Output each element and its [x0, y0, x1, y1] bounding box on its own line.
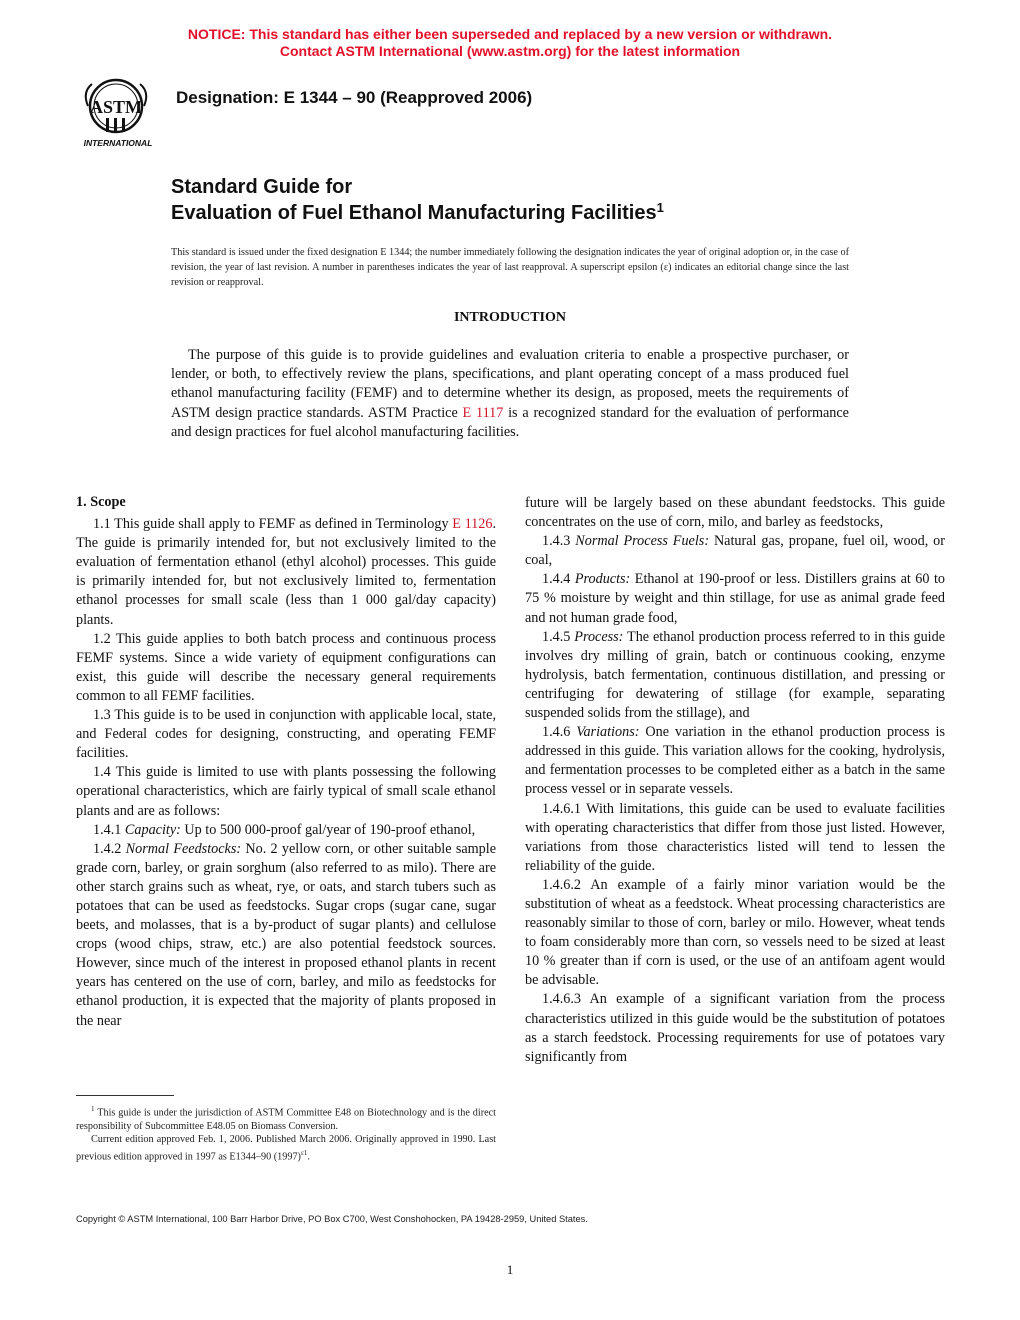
text-1-4-3: Natural gas, propane, fuel oil, wood, or coal, [525, 533, 945, 569]
section-1-4-5 [525, 628, 945, 723]
num-1-4-3: 1.4.3 [542, 533, 576, 550]
num-1-4-1: 1.4.1 [93, 821, 125, 838]
num-1-4-4: 1.4.4 [542, 571, 575, 588]
footnote-1-text: This guide is under the jurisdiction of ASTM Committee E48 on Biotechnology and is the direct responsibility of Subcommittee E48.05 on Biomass Conversion. [76, 1107, 496, 1132]
notice-line-1: NOTICE: This standard has either been superseded and replaced by a new version or withdrawn. [187, 26, 833, 42]
num-1-4-6: 1.4.6 [542, 724, 577, 741]
scope-heading: 1. Scope [76, 494, 126, 510]
section-1-3: 1.3 This guide is to be used in conjunction with applicable local, state, and Federal codes for designing, constructing, and operating FEMF facilities. [76, 707, 496, 762]
footnotes [76, 1103, 496, 1164]
title-line-2 [171, 200, 664, 226]
left-column [76, 493, 496, 1031]
text-1-4-5: The ethanol production process referred to in this guide involves dry milling of grain, batch or continuous cooking, enzyme hydrolysis, batch fermentation, continuous distillation, and pressing or centrifuging for dewatering of stillage (for example, separating suspended solids from the stillage), and [525, 628, 945, 722]
preamble: This standard is issued under the fixed designation E 1344; the number immediately following the designation indicates the year of original adoption or, in the case of revision, the year of last revision. A number in parentheses indicates the year of last reapproval. A superscript epsilon (ε) indicates an editorial change since the last revision or reapproval. [171, 247, 849, 288]
section-1-4-6-1: 1.4.6.1 With limitations, this guide can be used to evaluate facilities with operating characteristics that differ from those just listed. However, variations from those characteristics listed will tend to lessen the reliability of the guide. [525, 800, 945, 874]
num-1-4-5: 1.4.5 [542, 628, 575, 645]
text-1-4-4: Ethanol at 190-proof or less. Distillers grains at 60 to 75 % moisture by weight and thin stillage, for use as animal grade feed and not human grade food, [525, 571, 945, 626]
section-1-1-text-b: . The guide is primarily intended for, but not exclusively limited to the evaluation of fermentation ethanol (ethyl alcohol) processes. This guide is primarily intended for, but not exclusively limited to, fermentation ethanol processes for small scale (less than 1 000 gal/day capacity) plants. [76, 516, 497, 628]
link-e1117[interactable]: E 1117 [462, 404, 504, 421]
footnote-2 [76, 1133, 496, 1163]
section-1-4-6-3: 1.4.6.3 An example of a significant variation from the process characteristics utilized in this guide would be the substitution of potatoes as a starch feedstock. Processing requirements for use of potatoes vary significantly from [525, 991, 945, 1065]
section-1-1 [76, 515, 496, 630]
intro-text-1: The purpose of this guide is to provide guidelines and evaluation criteria to enable a prospective purchaser, or lender, or both, to effectively review the plans, specifications, and plant operating concept of a mass produced fuel ethanol manufacturing facility (FEMF) and to determine whether its design, as proposed, meets the requirements of ASTM design practice standards. ASTM Practice [171, 347, 849, 421]
notice-banner [0, 26, 1020, 60]
footnote-2-end: . [307, 1151, 310, 1163]
notice-line-2: Contact ASTM International (www.astm.org) for the latest information [279, 43, 741, 59]
section-1-4-6 [525, 723, 945, 799]
label-process-fuels: Normal Process Fuels: [575, 533, 710, 550]
section-1-4-2-continued: future will be largely based on these abundant feedstocks. This guide concentrates on the use of corn, milo, and barley as feedstocks, [525, 495, 945, 531]
num-1-4-2: 1.4.2 [93, 840, 126, 857]
footnote-1 [76, 1103, 496, 1133]
label-capacity: Capacity: [124, 821, 181, 838]
text-1-4-1: Up to 500 000-proof gal/year of 190-proof ethanol, [180, 821, 476, 838]
copyright-notice: Copyright © ASTM International, 100 Barr Harbor Drive, PO Box C700, West Conshohocken, PA 19428-2959, United States. [76, 1214, 588, 1224]
title-text: Evaluation of Fuel Ethanol Manufacturing Facilities [171, 202, 657, 224]
section-1-4-3 [525, 532, 945, 570]
label-products: Products: [574, 571, 631, 588]
section-1-4-6-2: 1.4.6.2 An example of a fairly minor variation would be the substitution of wheat as a feedstock. Wheat processing characteristics are reasonably similar to those of corn, barley or milo. However, wheat tends to foam considerably more than corn, so vessels need to be sized at least 10 % greater than if corn is used, or the use of an antifoam agent would be advisable. [525, 876, 945, 989]
title-footnote-mark: 1 [656, 200, 664, 215]
introduction-heading: INTRODUCTION [453, 310, 566, 325]
section-1-1-text-a: 1.1 This guide shall apply to FEMF as defined in Terminology [93, 516, 453, 533]
logo-subtext: INTERNATIONAL [83, 138, 153, 148]
label-process: Process: [574, 628, 624, 645]
title-line-1: Standard Guide for [171, 176, 353, 198]
logo-text: ASTM [89, 97, 143, 117]
footnote-2-sup: ε1 [300, 1148, 308, 1157]
label-feedstocks: Normal Feedstocks: [125, 840, 242, 857]
intro-text-2: is a recognized standard for the evaluation of performance and design practices for fuel alcohol manufacturing facilities. [171, 404, 849, 440]
right-column [525, 494, 945, 1067]
section-1-4-1 [76, 821, 496, 840]
link-e1126[interactable]: E 1126 [452, 516, 493, 533]
text-1-4-6: One variation in the ethanol production process is addressed in this guide. This variation allows for the cooking, hydrolysis, and fermentation processes to be completed either as a batch in the same process vessel or in separate vessels. [525, 724, 946, 798]
section-1-4: 1.4 This guide is limited to use with plants possessing the following operational characteristics, which are fairly typical of small scale ethanol plants and are as follows: [76, 764, 496, 819]
introduction-body [171, 346, 849, 442]
footnote-2-text: Current edition approved Feb. 1, 2006. Published March 2006. Originally approved in 1990. Last previous edition approved in 1997 as E1344–90 (1997) [76, 1134, 496, 1163]
astm-logo-icon [76, 76, 160, 150]
footnote-divider [76, 1095, 174, 1096]
introduction-paragraph [171, 346, 849, 442]
text-1-4-2: No. 2 yellow corn, or other suitable sample grade corn, barley, or grain sorghum (also referred to as milo). There are other starch grains such as wheat, rye, or oats, and starch tubers such as potatoes that can be used as feedstocks. Sugar crops (sugar cane, sugar beets, and molasses, that is a by-product of sugar plants) and cellulose crops (wood chips, straw, etc.) are also potential feedstock sources. However, since much of the interest in proposed ethanol plants in recent years has centered on the use of corn, barley, and milo as feedstocks for ethanol production, it is expected that the majority of plants proposed in the near [76, 840, 496, 1029]
label-variations: Variations: [576, 724, 640, 741]
document-title [171, 174, 664, 226]
footnote-mark: 1 [91, 1105, 95, 1113]
section-1-2: 1.2 This guide applies to both batch process and continuous process FEMF systems. Since a wide variety of equipment configurations can exist, this guide will describe the necessary general requirements common to all FEMF facilities. [76, 630, 496, 704]
page-number: 1 [506, 1262, 514, 1277]
section-1-4-2 [76, 840, 496, 1031]
section-1-4-4 [525, 570, 945, 627]
designation: Designation: E 1344 – 90 (Reapproved 2006) [176, 88, 533, 107]
